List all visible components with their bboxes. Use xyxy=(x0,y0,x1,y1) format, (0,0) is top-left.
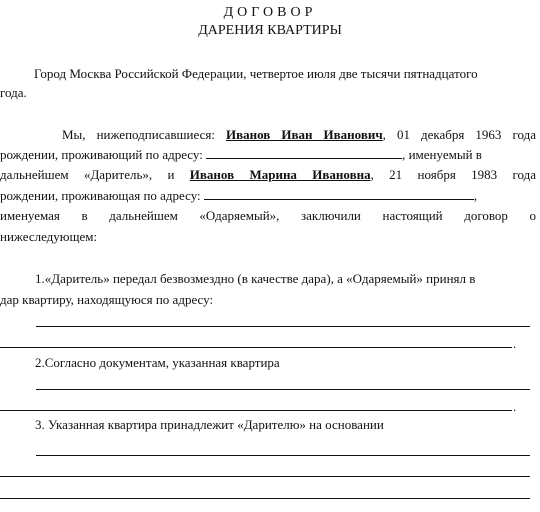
parties-line-1 xyxy=(62,126,536,144)
parties-intro: Мы, нижеподписавшиеся: xyxy=(62,127,215,142)
clause-1-line-2: дар квартиру, находящуюся по адресу: xyxy=(0,292,214,307)
donee-birth: , 21 ноября 1983 года xyxy=(370,167,536,182)
donor-name: Иванов Иван Иванович xyxy=(226,127,383,142)
donee-address-blank xyxy=(204,187,474,200)
donor-birth: , 01 декабря 1963 года xyxy=(382,127,536,142)
donor-address-label: рождении, проживающий по адресу: xyxy=(0,147,203,162)
donee-address-label: рождении, проживающая по адресу: xyxy=(0,188,201,203)
document-title: ДОГОВОР xyxy=(223,5,317,20)
donor-address-blank xyxy=(206,146,402,159)
parties-line-2 xyxy=(0,146,536,164)
clause-3-blank-3 xyxy=(0,498,530,499)
document-subtitle: ДАРЕНИЯ КВАРТИРЫ xyxy=(198,23,342,38)
clause-2-period: . xyxy=(513,399,517,414)
preamble-line-1: Город Москва Российской Федерации, четвертое июля две тысячи пятнадцатого xyxy=(34,66,478,81)
clause-1-period: . xyxy=(513,336,517,351)
clause-1-blank-1 xyxy=(36,326,530,327)
clause-3-blank-2 xyxy=(0,476,530,477)
clause-2-line-1: 2.Согласно документам, указанная квартира xyxy=(35,355,280,370)
donee-name: Иванов Марина Ивановна xyxy=(189,167,371,182)
preamble-line-2: года. xyxy=(0,85,27,100)
clause-2-blank-2 xyxy=(0,410,512,411)
parties-line-5: именуемая в дальнейшем «Одаряемый», заключили настоящий договор о xyxy=(0,208,536,223)
donee-address-comma: , xyxy=(473,188,478,203)
clause-2-blank-1 xyxy=(36,389,530,390)
clause-1-blank-2 xyxy=(0,347,512,348)
donor-role: дальнейшем «Даритель», и xyxy=(0,167,175,182)
donor-referred: , именуемый в xyxy=(402,147,482,162)
clause-3-line-1: 3. Указанная квартира принадлежит «Дарителю» на основании xyxy=(35,417,384,432)
parties-line-3 xyxy=(0,166,536,184)
clause-1-line-1: 1.«Даритель» передал безвозмездно (в качестве дара), а «Одаряемый» принял в xyxy=(35,271,476,286)
parties-line-4 xyxy=(0,187,536,205)
parties-line-6: нижеследующем: xyxy=(0,229,98,244)
clause-3-blank-1 xyxy=(36,455,530,456)
